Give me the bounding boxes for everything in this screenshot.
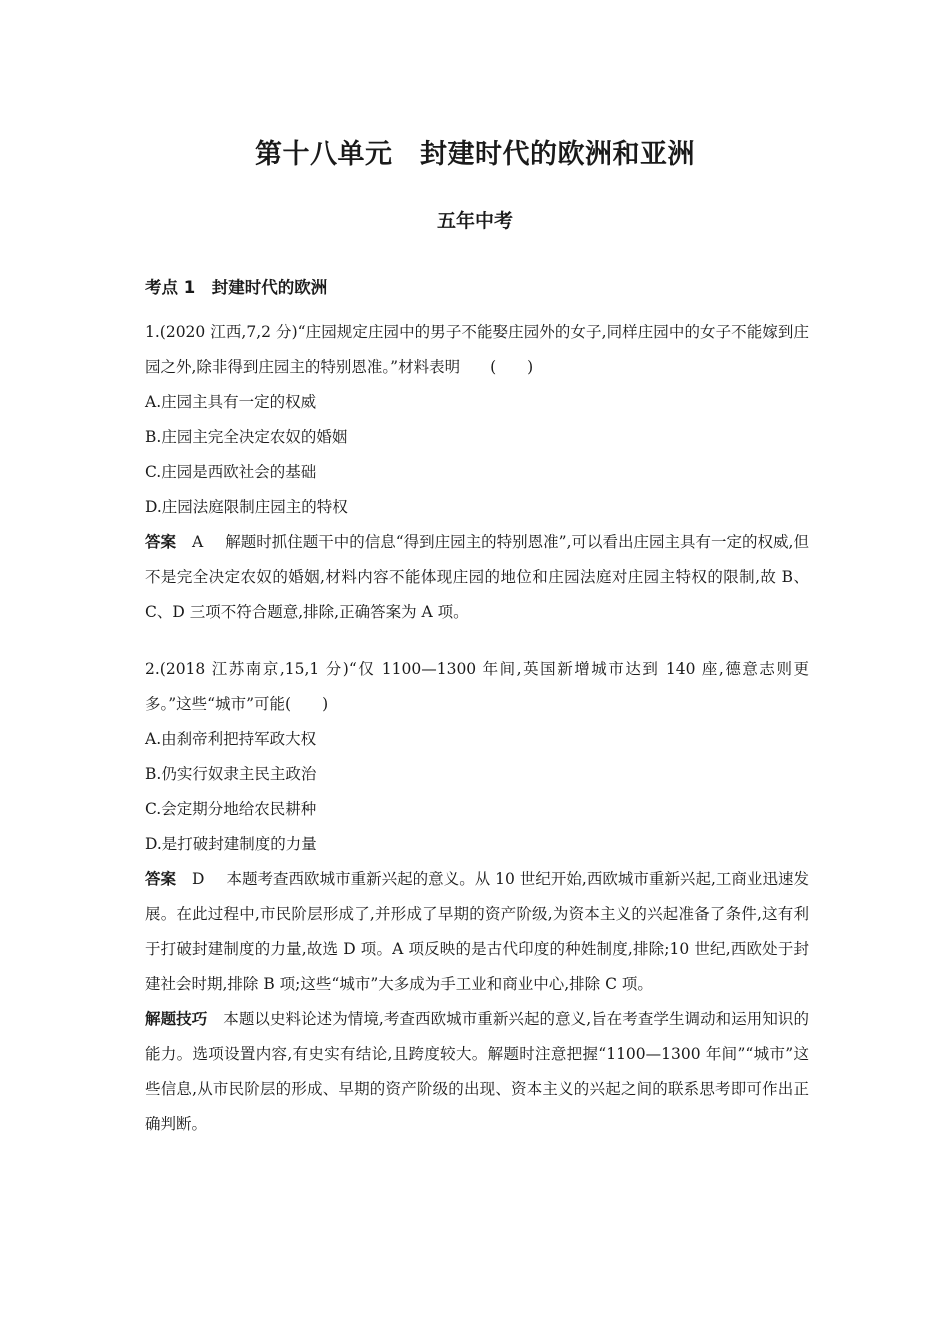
question-2-answer (145, 862, 809, 1002)
answer-explanation: 解题时抓住题干中的信息“得到庄园主的特别恩准”,可以看出庄园主具有一定的权威,但不是完全决定农奴的婚姻,材料内容不能体现庄园的地位和庄园法庭对庄园主特权的限制,故 B、C、D 三项不符合题意,排除,正确答案为 A 项。 (145, 533, 809, 621)
question-2 (145, 652, 809, 1142)
tip-text: 本题以史料论述为情境,考查西欧城市重新兴起的意义,旨在考查学生调动和运用知识的能力。选项设置内容,有史实有结论,且跨度较大。解题时注意把握“1100—1300 年间”“城市”这些信息,从市民阶层的形成、早期的资产阶级的出现、资本主义的兴起之间的联系思考即可作出正确判断。 (145, 1010, 809, 1133)
question-1-stem-text: 1.(2020 江西,7,2 分)“庄园规定庄园中的男子不能娶庄园外的女子,同样庄园中的女子不能嫁到庄园之外,除非得到庄园主的特别恩准。”材料表明 (145, 323, 809, 376)
question-2-option-d: D.是打破封建制度的力量 (145, 835, 317, 853)
question-1-answer-blank: ( ) (490, 358, 534, 376)
question-2-option-b: B.仍实行奴隶主民主政治 (145, 765, 317, 783)
question-spacer (145, 630, 809, 652)
question-1-option-c: C.庄园是西欧社会的基础 (145, 463, 317, 481)
question-2-option-c: C.会定期分地给农民耕种 (145, 800, 317, 818)
question-1-option-d: D.庄园法庭限制庄园主的特权 (145, 498, 348, 516)
unit-title: 第十八单元 封建时代的欧洲和亚洲 (255, 139, 695, 170)
answer-label: 答案 (145, 870, 177, 888)
question-2-stem (145, 652, 809, 722)
answer-letter: D (192, 870, 205, 888)
tip-label: 解题技巧 (145, 1010, 208, 1028)
kaodian-heading: 考点 1 封建时代的欧洲 (145, 278, 328, 297)
answer-letter: A (192, 533, 204, 551)
question-2-option-a: A.由刹帝利把持军政大权 (145, 730, 317, 748)
question-1-option-b: B.庄园主完全决定农奴的婚姻 (145, 428, 348, 446)
question-2-stem-text: 2.(2018 江苏南京,15,1 分)“仅 1100—1300 年间,英国新增城市达到 140 座,德意志则更多。”这些“城市”可能 (145, 660, 809, 713)
question-1-option-a: A.庄园主具有一定的权威 (145, 393, 317, 411)
document-content (145, 270, 809, 1142)
question-1-stem (145, 315, 809, 385)
answer-explanation: 本题考查西欧城市重新兴起的意义。从 10 世纪开始,西欧城市重新兴起,工商业迅速发展。在此过程中,市民阶层形成了,并形成了早期的资产阶级,为资本主义的兴起准备了条件,这有利于打破封建制度的力量,故选 D 项。A 项反映的是古代印度的种姓制度,排除;10 世纪,西欧处于封建社会时期,排除 B 项;这些“城市”大多成为手工业和商业中心,排除 C 项。 (145, 870, 809, 993)
question-2-tip (145, 1002, 809, 1142)
answer-label: 答案 (145, 533, 177, 551)
question-1 (145, 315, 809, 630)
section-title: 五年中考 (436, 210, 513, 232)
question-2-answer-blank: ( ) (285, 695, 329, 713)
question-1-answer (145, 525, 809, 630)
